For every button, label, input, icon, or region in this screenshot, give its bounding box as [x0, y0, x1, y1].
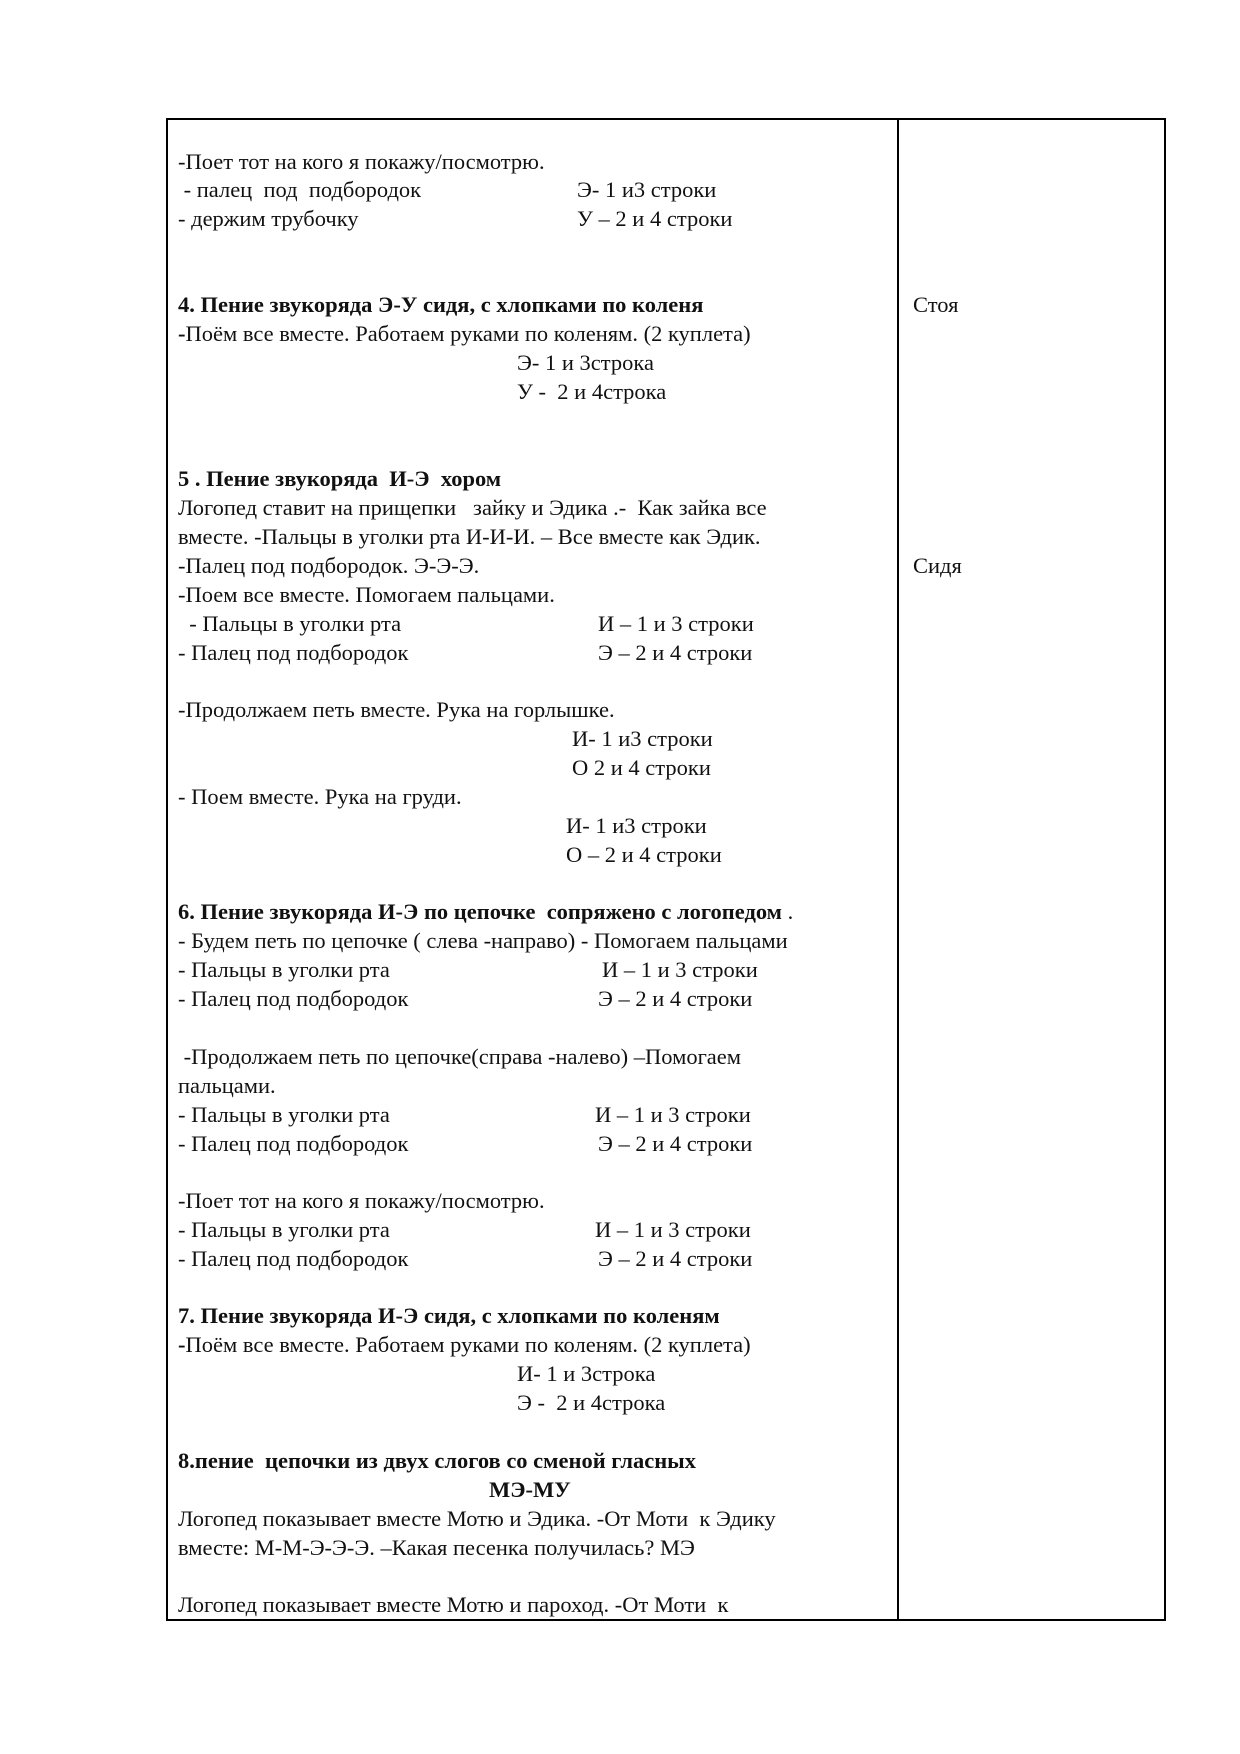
section-5-title: 5 . Пение звукоряда И-Э хором [178, 466, 502, 491]
section-4-title: 4. Пение звукоряда Э-У сидя, с хлопками по коленя [178, 292, 704, 317]
section-6-line-10-left: - Палец под подбородок [178, 1246, 409, 1271]
line-3-right: У – 2 и 4 строки [577, 206, 733, 231]
section-8-line-1: Логопед показывает вместе Мотю и Эдика. -От Моти к Эдику [178, 1506, 776, 1531]
section-7-row-1: И- 1 и 3строка [517, 1361, 656, 1386]
section-7-dash: - [178, 1332, 186, 1357]
section-6-line-4: -Продолжаем петь по цепочке(справа -налево) –Помогаем [178, 1044, 742, 1069]
section-6-line-1: - Будем петь по цепочке ( слева -направо) - Помогаем пальцами [178, 928, 788, 953]
line-2-left: - палец под подбородок [178, 177, 422, 202]
position-sitting: Сидя [913, 553, 962, 578]
section-5-line-12: О – 2 и 4 строки [566, 842, 722, 867]
section-4-row-1: Э- 1 и 3строка [517, 350, 654, 375]
section-6-line-5: пальцами. [178, 1073, 276, 1098]
section-7-title: 7. Пение звукоряда И-Э сидя, с хлопками по коленям [178, 1303, 720, 1328]
section-6-line-9-right: И – 1 и 3 строки [595, 1217, 751, 1242]
section-6-line-7-right: Э – 2 и 4 строки [598, 1131, 753, 1156]
section-5-line-11: И- 1 и3 строки [566, 813, 707, 838]
section-5-line-6-left: - Палец под подбородок [178, 640, 409, 665]
line-2-right: Э- 1 и3 строки [577, 177, 717, 202]
section-8-line-2: вместе: М-М-Э-Э-Э. –Какая песенка получилась? МЭ [178, 1535, 695, 1560]
section-4-row-2: У - 2 и 4строка [517, 379, 667, 404]
line-1: -Поет тот на кого я покажу/посмотрю. [178, 149, 545, 174]
section-6-line-2-right: И – 1 и 3 строки [602, 957, 758, 982]
section-6-line-6-left: - Пальцы в уголки рта [178, 1102, 390, 1127]
section-5-line-5-left: - Пальцы в уголки рта [178, 611, 402, 636]
section-5-line-5-right: И – 1 и 3 строки [598, 611, 754, 636]
section-5-line-6-right: Э – 2 и 4 строки [598, 640, 753, 665]
section-6-line-3-left: - Палец под подбородок [178, 986, 409, 1011]
section-6-title-end: . [782, 899, 794, 924]
section-5-line-9: О 2 и 4 строки [572, 755, 711, 780]
line-3-left: - держим трубочку [178, 206, 359, 231]
section-6-line-3-right: Э – 2 и 4 строки [598, 986, 753, 1011]
section-7-text [178, 1330, 751, 1359]
section-7-text-body: Поём все вместе. Работаем руками по коленям. (2 куплета) [185, 1332, 751, 1357]
section-5-line-8: И- 1 и3 строки [572, 726, 713, 751]
section-4-text-body: Поём все вместе. Работаем руками по коленям. (2 куплета) [185, 321, 751, 346]
section-5-line-4: -Поем все вместе. Помогаем пальцами. [178, 582, 555, 607]
section-8-subtitle: МЭ-МУ [489, 1477, 571, 1502]
section-6-line-9-left: - Пальцы в уголки рта [178, 1217, 390, 1242]
section-8-title: 8.пение цепочки из двух слогов со сменой гласных [178, 1448, 696, 1473]
column-divider [897, 118, 899, 1621]
section-4-text [178, 319, 751, 348]
section-7-row-2: Э - 2 и 4строка [517, 1390, 666, 1415]
section-6-line-8: -Поет тот на кого я покажу/посмотрю. [178, 1188, 545, 1213]
position-standing: Стоя [913, 292, 959, 317]
section-4-dash: - [178, 321, 186, 346]
section-6-line-10-right: Э – 2 и 4 строки [598, 1246, 753, 1271]
section-5-line-1: Логопед ставит на прищепки зайку и Эдика .- Как зайка все [178, 495, 767, 520]
section-8-line-3: Логопед показывает вместе Мотю и пароход. -От Моти к [178, 1592, 729, 1617]
section-6-line-2-left: - Пальцы в уголки рта [178, 957, 390, 982]
section-6-line-7-left: - Палец под подбородок [178, 1131, 409, 1156]
section-5-line-2: вместе. -Пальцы в уголки рта И-И-И. – Все вместе как Эдик. [178, 524, 761, 549]
section-5-line-3: -Палец под подбородок. Э-Э-Э. [178, 553, 480, 578]
section-5-line-10: - Поем вместе. Рука на груди. [178, 784, 462, 809]
section-5-line-7: -Продолжаем петь вместе. Рука на горлышке. [178, 697, 615, 722]
section-6-line-6-right: И – 1 и 3 строки [595, 1102, 751, 1127]
section-6-title-bold: 6. Пение звукоряда И-Э по цепочке сопряжено с логопедом [178, 899, 782, 924]
section-6-title [178, 897, 793, 926]
